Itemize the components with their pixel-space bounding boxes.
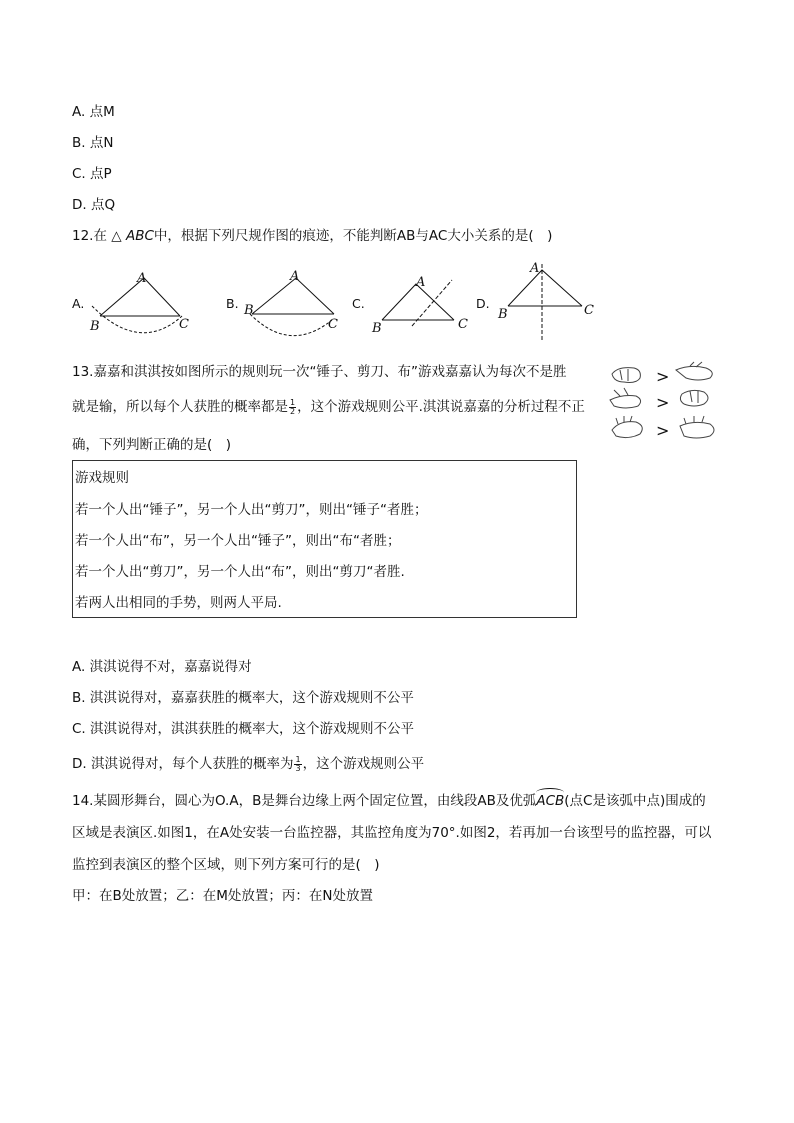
fig-a-arc <box>92 306 182 333</box>
fig-a-letter: A. <box>72 296 85 311</box>
fig-a-label-b: B <box>90 319 100 334</box>
question-12-stem: 12.在 △ ABC中，根据下列尺规作图的痕迹，不能判断AB与AC大小关系的是( ) <box>72 228 553 244</box>
fraction-one-third: $\frac{1}{3}$ <box>295 754 301 773</box>
palm-icon <box>612 422 642 438</box>
greater-than-symbol-2: > <box>656 393 670 412</box>
fig-d-label-a: A <box>530 261 540 276</box>
fig-c-letter: C. <box>352 296 365 311</box>
arc-acb: ACB <box>536 793 565 809</box>
question-14-line2: 区域是表演区.如图1，在A处安装一台监控器，其监控角度为70°.如图2，若再加一台该型号的监控器，可以 <box>72 825 712 841</box>
rule-2: 若一个人出“布”，另一个人出“锤子”，则出“布“者胜； <box>75 533 401 549</box>
option-c-q13: C. 淇淇说得对，淇淇获胜的概率大，这个游戏规则不公平 <box>72 721 415 737</box>
palm-icon <box>680 422 714 438</box>
fig-d-label-c: C <box>584 303 594 318</box>
rock-paper-scissors-illustration <box>606 360 722 446</box>
rule-1: 若一个人出“锤子”，另一个人出“剪刀”，则出“锤子“者胜； <box>75 502 428 518</box>
rule-3: 若一个人出“剪刀”，另一个人出“布”，则出“剪刀“者胜. <box>75 564 405 580</box>
option-a-q11: A. 点M <box>72 104 115 120</box>
option-d-q11: D. 点Q <box>72 197 116 213</box>
question-13-line1: 13.嘉嘉和淇淇按如图所示的规则玩一次“锤子、剪刀、布”游戏嘉嘉认为每次不是胜 <box>72 364 567 380</box>
fig-d-letter: D. <box>476 296 490 311</box>
question-14-line3: 监控到表演区的整个区域，则下列方案可行的是( ) <box>72 857 380 873</box>
scissors-icon <box>610 396 641 409</box>
option-b-q13: B. 淇淇说得对，嘉嘉获胜的概率大，这个游戏规则不公平 <box>72 690 414 706</box>
fig-b-label-b: B <box>244 303 254 318</box>
fig-d-triangle <box>508 270 582 306</box>
greater-than-symbol-1: > <box>656 367 670 386</box>
question-14-line4: 甲：在B处放置；乙：在M处放置；丙：在N处放置 <box>72 888 374 904</box>
question-13-line3: 确，下列判断正确的是( ) <box>72 437 232 453</box>
question-14-line1: 14.某圆形舞台，圆心为O.A，B是舞台边缘上两个固定位置，由线段AB及优弧ACB(点C是该弧中点)围成的 <box>72 793 706 809</box>
question-13-line2: 就是输，所以每个人获胜的概率都是 $\frac{1}{2}$ ，这个游戏规则公平.淇淇说嘉嘉的分析过程不正 <box>72 397 585 416</box>
game-rules-box <box>72 460 577 618</box>
fraction-one-half: $\frac{1}{2}$ <box>290 397 296 416</box>
fig-a-label-c: C <box>179 317 189 332</box>
fig-c-label-c: C <box>458 317 468 332</box>
fig-c-label-a: A <box>416 275 426 290</box>
fig-d-label-b: B <box>498 307 508 322</box>
option-a-q13: A. 淇淇说得不对，嘉嘉说得对 <box>72 659 252 675</box>
fig-a-label-a: A <box>137 271 147 286</box>
fig-b-label-c: C <box>328 317 338 332</box>
scissors-icon <box>676 366 712 380</box>
option-c-q11: C. 点P <box>72 166 112 182</box>
option-d-q13: D. 淇淇说得对，每个人获胜的概率为 $\frac{1}{3}$ ，这个游戏规则公平 <box>72 754 425 773</box>
q12-figures <box>66 258 626 342</box>
rules-title: 游戏规则 <box>75 470 129 486</box>
fig-b-arc <box>250 314 332 336</box>
fist-icon <box>680 390 708 406</box>
rule-4: 若两人出相同的手势，则两人平局. <box>75 595 282 611</box>
option-b-q11: B. 点N <box>72 135 114 151</box>
fist-icon <box>612 368 640 383</box>
fig-c-label-b: B <box>372 321 382 336</box>
fig-b-letter: B. <box>226 296 239 311</box>
fig-b-label-a: A <box>290 269 300 284</box>
greater-than-symbol-3: > <box>656 421 670 440</box>
